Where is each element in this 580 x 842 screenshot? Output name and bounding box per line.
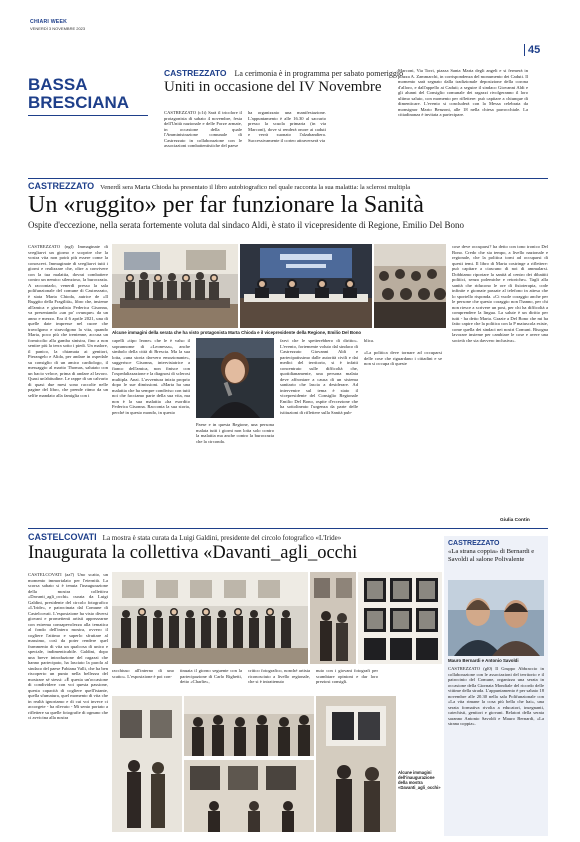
article1-col1: CASTREZZATO (c1t) Sarà il tricolore il protagonista di sabato 4 novembre, festa dell'Unità nazionale e delle Forze armate, in occasione della quale l'Amministrazione comunale di Castrezzato in collaborazione con le associazioni combattentistiche del paese: [164, 110, 242, 148]
article3-photo-group: [112, 572, 308, 664]
article3-photo-gallery3: [184, 760, 314, 832]
masthead: [30, 19, 230, 31]
article2-top-rule: [28, 178, 548, 179]
article3-col2: racchiuso all'interno di uno scatto». L'esposizione è poi con-: [112, 668, 174, 679]
article2-headline: Un «ruggito» per far funzionare la Sanità: [28, 192, 424, 218]
sidebar-title: «La strana coppia» di Bernardi e Savoldi al salone Polivalente: [448, 548, 535, 563]
page-number: 45: [528, 44, 541, 56]
sidebar-body: CASTREZZATO (gl0) Il Gruppo Abbraccio in collaborazione con le associazioni del territorio e il patrocinio del Comune, organizza una serata in occasione della Giornata Mondiale del ricordo delle vittime della strada. L'appuntamento è per sabato 18 novembre alle 20.30 nella sala Polifunzionale con «La vita rimane la cosa più bella che hai», una serata formativa rivolta a educatori, insegnanti, catechisti, genitori e giovani. Relatori della serata saranno Antonio Savoldi e Mauro Bernardi, «La strana coppia».: [448, 666, 544, 726]
article3-photo-gallery1: [112, 696, 182, 832]
article3-photo-visitors: [310, 572, 356, 664]
article2-kicker: CASTREZZATO: [28, 181, 95, 191]
article3-photo-caption: Alcune immagini dell'inaugurazione della mostra «Davanti_agli_occhi»: [398, 770, 441, 790]
article3-top-rule: [28, 528, 548, 529]
article1-headline: Uniti in occasione del IV Novembre: [164, 79, 382, 95]
article1-col2: ha organizzato una manifestazione. L'appuntamento è alle 16.30 al sacrario presso la scuola primaria (in via Marconi), dove si renderà onore ai caduti e verrà suonato l'alzabandiera. Successivamente il corteo attraverserà via: [248, 110, 326, 143]
article2-col5: cose deve occuparsi? ha detto con tono ironico Del Bono. Credo che sia tempo, a livello nazionale e regionale, che la politica torni ad occuparsi di questi temi. Il libro di Marta costringe a riflettere: può capitare a ciascuno di noi di ammalarsi. Dobbiamo riportare la sanità al centro dei dibattiti politici, senza polemiche e retoriche». Tagli alla sanità che riducono le ore di fisioterapia, code infinite e giornate passate al telefono in attesa che lo sportello risponda. «Ci vuole coraggio anche per le persone che questo coraggio non l'hanno, per chi non riesce a scrivere un post, per chi ha difficoltà a comprendere la lingua. La salute è un diritto per tutti - ha detto Marta. Grazie a Del Bono che mi ha fatto capire che la politica con la P maiuscola esiste, come quella dei sindaci nei nostri Comuni. Bisogna lavorare insieme per cambiare le cose e avere una società che sia davvero inclusiva».: [452, 244, 548, 343]
section-label-line1: BASSA: [28, 75, 88, 94]
quote-mark-icon: [432, 338, 442, 348]
paper-name: CHIARI WEEK: [30, 19, 68, 25]
article3-photo-gallery2: [184, 696, 314, 756]
sidebar-header: [448, 540, 544, 563]
article2-col3: Paese e in questa Regione, una persona malata tutti i giorni non lotta solo contro la malattia ma anche contro la burocrazia che la circonda.: [196, 422, 274, 444]
article2-photo-portrait: [196, 338, 274, 418]
article2-deck: Ospite d'eccezione, nella serata fortemente voluta dal sindaco Aldi, è stato il vicepresidente di Regione, Emilio Del Bono: [28, 220, 464, 230]
article3-col5: nuto con i giovani fotografi per scambiare opinioni e dar loro preziosi consigli.: [316, 668, 378, 684]
article3-col1: CASTELCOVATI (aa7) Uno scatto, un momento immortalato per l'eternità. La scorsa sabato si è tenuta l'inaugurazione della mostra collettiva «Davanti_agli_occhi» curata da Luigi Galdini, presidente del circolo fotografico «L'Iride», e patrocinata dal Comune di Castelcovati. L'esposizione ha visto diversi giovani e promettenti artisti apprezzarne con estrema consapevolezza alla tematica al fondo dell'intera mostra, ovvero il cogliere l'attimo e saperlo sfruttare al massimo, così da poter rendere quel frammento di vita un qualcosa di unico e speciale, indimenticabile. Galdini, dopo una breve introduzione del ragazzi che hanno partecipato, ha lasciato la parola al sindaco del paese Fabiana Valli, che ha ben riscoperto un punto nella bellezza del mostrare sé stessi: «È questa un'occasione di condividere con voi questa passione, questa capacità di cogliere quell'istante, quella sfumatura, quel momento di vita che in realtà ignoriamo e di cui voi invece ci accorgete - ha rilevato - Mi sento portato a riflettere su quelle fotografie di ognuno che ci avvicina alla nostra: [28, 572, 108, 720]
article3-header: [28, 532, 438, 564]
article2-col4-tail2: «La politica deve tornare ad occuparsi delle cose che riguardano i cittadini e se non si occupa di queste: [364, 350, 442, 366]
article3-col4: critico fotografico, nonché artista riconosciuto a livello regionale, che si è intrattenuto: [248, 668, 310, 684]
article3-headline: Inaugurata la collettiva «Davanti_agli_occhi: [28, 543, 358, 563]
article2-signature: Giulia Contin: [500, 518, 530, 523]
article3-photo-gallery4: [316, 696, 396, 832]
article2-col4-tail: blica.: [364, 338, 375, 343]
article2-col2: capelli «tipo leone» che le è valso il soprannome di «Leonessa», anche simbolo della città di Brescia. Ma la sua lotta, «una storia davvero emozionante», suggerisce Gisonna, intervistatrice a fianco dell'amica, non finisce con l'ospedalizzazione e la diagnosi di sclerosi multipla. Anzi. L'avventura inizia proprio dopo le sue dimissioni. «Marta ha una malattia che ha sempre condiviso con tutti noi che facciamo parte della sua vita, ma non è la sua malattia «ha esordito Federica Gisonna. Racconta la sua storia, perché in questo mondo, in questo: [112, 338, 190, 415]
section-divider: [28, 115, 148, 116]
article1-col3: Marconi, Via Torri, piazza Santa Maria degli angeli e si fermerà in piazza A. Zammarchi, in corrispondenza del monumento dei Caduti. Il momento sarà segnato dalla tradizionale deposizione della corona d'alloro, e dall'appello ai Caduti; a seguire il sindaco Giovanni Aldi e gli alunni del Consiglio comunale dei ragazzi rivolgeranno il loro ultimo saluto, con momento per riflettere: può capitare a chiunque di dimenticare. L'evento si concluderà con la Messa celebrata da monsignor Mario Benzoni, alle 18 nella chiesa parrocchiale. La cittadinanza è invitata a partecipare.: [398, 68, 528, 117]
article2-photo-panel: [240, 244, 372, 328]
article2-photo-audience: [374, 244, 446, 328]
article2-col1: CASTREZZATO (ngl) Immaginate di svegliarvi un giorno e scoprire che la vostra vita non potrà più essere come la conoscevi. Immaginate di svegliarvi tutti i giorni e realizzare che, oltre a convivere con la tua malattia, dovrai combattere contro un nemico silenzioso, la burocrazia. A raccontarlo, venerdì presso la sala polifunzionale del comune di Castrezzato, è stata Marta Chioda, autrice de «Il Ruggito della Fragilità», libro che, insieme all'amica e giornalista Federica Gisonna, va presentando «un po' ovunque» da un anno e mezzo. Era il 6 aprile 2021, una di quelle date impresse nel cuore che travolgono e stravolgono la vita, quando Marta, poco più che trentenne, accusa un formicolio alla gamba sinistra, fino a non sentire più la terra sotto i piedi. Un malore, il panico, la chiamata ai genitori, Pierangelo e Alida, per andare in ospedale su consiglio di un amico cardiologo, il messaggio al marito Thomas, salutato con un bacio veloce, prima di andare al lavoro. Quasi un'abitudine. Le rappe di un calvario di quasi due mesi sono raccolte nelle pagine del libro, che prende ritmo da un selfie mandato alla famiglia con i: [28, 244, 108, 398]
page-number-divider: [524, 44, 525, 56]
article3-kicker: CASTELCOVATI: [28, 532, 97, 542]
article1-subhead: La cerimonia è in programma per sabato pomeriggio: [234, 69, 404, 78]
sidebar-kicker: CASTREZZATO: [448, 540, 500, 547]
article2-col4: farvi che le spetterebbero di diritto». L'evento, fortemente voluto dal sindaco di Castrezzato Giovanni Aldi e partecipatissimo dalle autorità civili e dai medici del territorio, si è infatti concentrato sulle difficoltà che, quotidianamente, una persona malata deve affrontare a causa di un sistema sanitario che lascia a desiderare. Ad intervenire sul tema è stato il vicepresidente del Consiglio Regionale Emilio Del Bono, ospite d'eccezione che ha sottolineato l'urgenza da parte delle istituzioni di riflettere sulla Sanità pub-: [280, 338, 358, 415]
paper-date: VENERDÌ 3 NOVEMBRE 2023: [30, 26, 86, 31]
article3-photo-frames: [358, 572, 442, 664]
article2-photo-caption: Alcune immagini della serata che ha visto protagonista Marta Chioda e il vicepresidente della Regione, Emilio Del Bono: [112, 330, 362, 335]
article2-photo-presentation: [112, 244, 238, 328]
article2-subhead: Venerdì sera Marta Chioda ha presentato il libro autobiografico nel quale racconta la sua malattia: la sclerosi multipla: [100, 184, 411, 191]
article1-kicker: CASTREZZATO: [164, 68, 227, 78]
sidebar-photo-caption: Mauro Bernardi e Antonio Savoldi: [448, 658, 519, 663]
article3-subhead: La mostra è stata curata da Luigi Galdini, presidente del circolo fotografico «L'Iride»: [102, 534, 342, 542]
sidebar-photo: [448, 580, 544, 656]
section-label: [28, 76, 150, 112]
article3-col3: tinuata il giorno seguente con la partecipazione di Carlo Righetti, detto «Charlie»,: [180, 668, 242, 684]
section-label-line2: BRESCIANA: [28, 93, 130, 112]
article2-header: [28, 181, 548, 230]
